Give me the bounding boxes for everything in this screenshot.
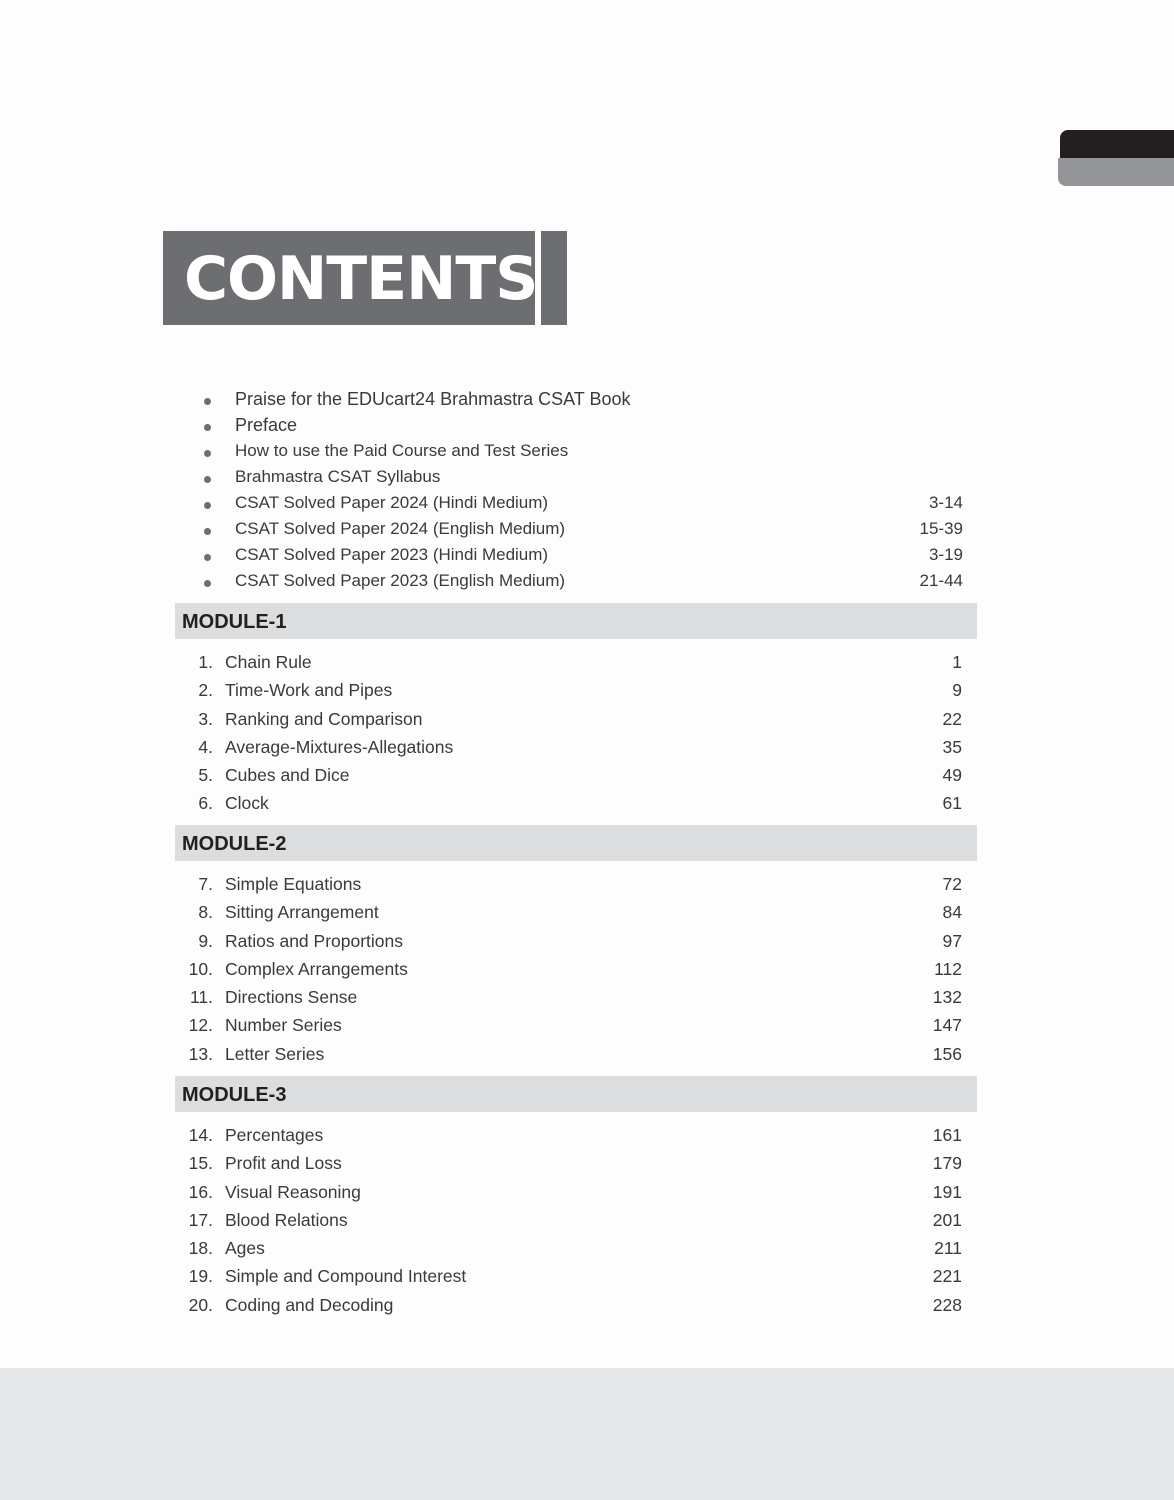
chapter-row	[175, 677, 977, 705]
chapter-page: 228	[932, 1294, 962, 1315]
chapter-number: 10.	[188, 958, 213, 979]
chapter-name: Clock	[225, 793, 269, 814]
bullet-icon	[204, 476, 211, 483]
chapter-name: Average-Mixtures-Allegations	[225, 736, 454, 757]
module-title: MODULE-1	[182, 611, 287, 633]
intro-item-text: Praise for the EDUcart24 Brahmastra CSAT Book	[235, 389, 631, 409]
chapter-name: Directions Sense	[225, 987, 358, 1008]
chapter-row	[175, 928, 977, 956]
intro-item	[200, 439, 965, 465]
intro-item-page: 3-14	[928, 493, 963, 512]
title-banner-bar	[541, 231, 567, 325]
chapter-row	[175, 1235, 977, 1263]
chapter-row	[175, 1179, 977, 1207]
chapter-name: Blood Relations	[225, 1209, 348, 1230]
chapter-number: 12.	[188, 1015, 213, 1036]
chapter-page: 156	[932, 1043, 962, 1064]
intro-item	[200, 413, 965, 439]
chapter-page: 35	[942, 736, 962, 757]
chapter-row	[175, 1263, 977, 1291]
chapter-page: 221	[932, 1266, 962, 1287]
chapter-number: 3.	[198, 708, 213, 729]
intro-item	[200, 387, 965, 413]
intro-item-page: 3-19	[928, 545, 963, 564]
chapter-page: 132	[932, 987, 962, 1008]
chapter-number: 18.	[188, 1238, 213, 1259]
bullet-icon	[204, 502, 211, 509]
bullet-icon	[204, 450, 211, 457]
chapter-name: Ranking and Comparison	[225, 708, 423, 729]
chapter-name: Visual Reasoning	[225, 1181, 361, 1202]
chapter-number: 15.	[188, 1153, 213, 1174]
chapter-row	[175, 1207, 977, 1235]
module-3-section	[175, 1076, 977, 1320]
chapter-number: 14.	[188, 1125, 213, 1145]
footer-band	[0, 1368, 1174, 1500]
intro-item	[200, 543, 965, 569]
chapter-row	[175, 1012, 977, 1040]
chapter-row	[175, 1292, 977, 1320]
module-2-section	[175, 825, 977, 1069]
chapter-row	[175, 1122, 977, 1150]
intro-item-text: Brahmastra CSAT Syllabus	[235, 467, 441, 486]
chapter-row	[175, 956, 977, 984]
chapter-row	[175, 899, 977, 927]
intro-item-page: 21-44	[919, 571, 963, 590]
chapter-number: 13.	[188, 1043, 213, 1064]
module-heading	[175, 603, 977, 639]
intro-item	[200, 517, 965, 543]
intro-item-page: 15-39	[919, 519, 963, 538]
chapter-page: 1	[952, 652, 962, 672]
intro-item-text: Preface	[235, 415, 298, 435]
bullet-icon	[204, 554, 211, 561]
intro-item	[200, 569, 965, 595]
chapter-name: Profit and Loss	[225, 1153, 342, 1174]
chapter-number: 16.	[188, 1181, 213, 1202]
chapter-row	[175, 762, 977, 790]
module-title: MODULE-2	[182, 833, 287, 855]
chapter-page: 97	[942, 930, 962, 951]
bullet-icon	[204, 398, 211, 405]
chapter-row	[175, 1150, 977, 1178]
chapter-name: Cubes and Dice	[225, 765, 350, 786]
chapter-row	[175, 871, 977, 899]
intro-item-text: CSAT Solved Paper 2024 (English Medium)	[235, 519, 566, 538]
chapter-name: Simple Equations	[225, 874, 362, 894]
chapter-page: 72	[942, 874, 962, 894]
chapter-row	[175, 649, 977, 677]
chapter-number: 19.	[188, 1266, 213, 1287]
chapter-name: Ages	[225, 1238, 265, 1259]
chapter-row	[175, 984, 977, 1012]
intro-item-text: CSAT Solved Paper 2023 (Hindi Medium)	[235, 545, 549, 564]
chapter-number: 2.	[198, 680, 213, 701]
intro-item-text: CSAT Solved Paper 2023 (English Medium)	[235, 571, 566, 590]
chapter-row	[175, 790, 977, 818]
chapter-name: Sitting Arrangement	[225, 902, 379, 923]
edge-tab-grey	[1058, 158, 1174, 186]
chapter-number: 8.	[198, 902, 213, 923]
bullet-icon	[204, 424, 211, 431]
chapter-name: Simple and Compound Interest	[225, 1266, 467, 1287]
chapter-number: 17.	[188, 1209, 213, 1230]
intro-item	[200, 465, 965, 491]
chapter-page: 191	[932, 1181, 962, 1202]
module-title: MODULE-3	[182, 1084, 287, 1106]
chapter-name: Ratios and Proportions	[225, 930, 404, 951]
chapter-page: 84	[942, 902, 962, 923]
page-title: CONTENTS	[184, 244, 538, 314]
chapter-name: Percentages	[225, 1125, 324, 1145]
chapter-number: 20.	[188, 1294, 213, 1315]
chapter-number: 5.	[198, 765, 213, 786]
intro-item-text: How to use the Paid Course and Test Series	[235, 441, 569, 460]
chapter-page: 112	[934, 958, 962, 979]
chapter-name: Coding and Decoding	[225, 1294, 394, 1315]
bullet-icon	[204, 528, 211, 535]
module-heading	[175, 825, 977, 861]
chapter-name: Complex Arrangements	[225, 958, 408, 979]
chapter-number: 1.	[198, 652, 213, 672]
chapter-name: Number Series	[225, 1015, 342, 1036]
intro-item	[200, 491, 965, 517]
chapter-page: 161	[932, 1125, 962, 1145]
chapter-page: 49	[942, 765, 962, 786]
chapter-number: 11.	[189, 987, 213, 1008]
module-1-section	[175, 603, 977, 819]
chapter-number: 4.	[198, 736, 213, 757]
chapter-page: 147	[932, 1015, 962, 1036]
chapter-name: Letter Series	[225, 1043, 325, 1064]
chapter-row	[175, 706, 977, 734]
chapter-row	[175, 734, 977, 762]
bullet-icon	[204, 580, 211, 587]
chapter-name: Chain Rule	[225, 652, 312, 672]
chapter-number: 9.	[198, 930, 213, 951]
chapter-number: 7.	[198, 874, 213, 894]
intro-item-text: CSAT Solved Paper 2024 (Hindi Medium)	[235, 493, 549, 512]
chapter-page: 9	[952, 680, 962, 701]
chapter-page: 211	[934, 1238, 962, 1259]
module-heading	[175, 1076, 977, 1112]
chapter-page: 61	[942, 793, 962, 814]
intro-list	[200, 387, 965, 595]
chapter-number: 6.	[198, 793, 213, 814]
chapter-page: 201	[932, 1209, 962, 1230]
edge-tab-dark	[1060, 130, 1174, 158]
chapter-page: 22	[942, 708, 962, 729]
chapter-page: 179	[932, 1153, 962, 1174]
chapter-name: Time-Work and Pipes	[225, 680, 393, 701]
chapter-row	[175, 1041, 977, 1069]
